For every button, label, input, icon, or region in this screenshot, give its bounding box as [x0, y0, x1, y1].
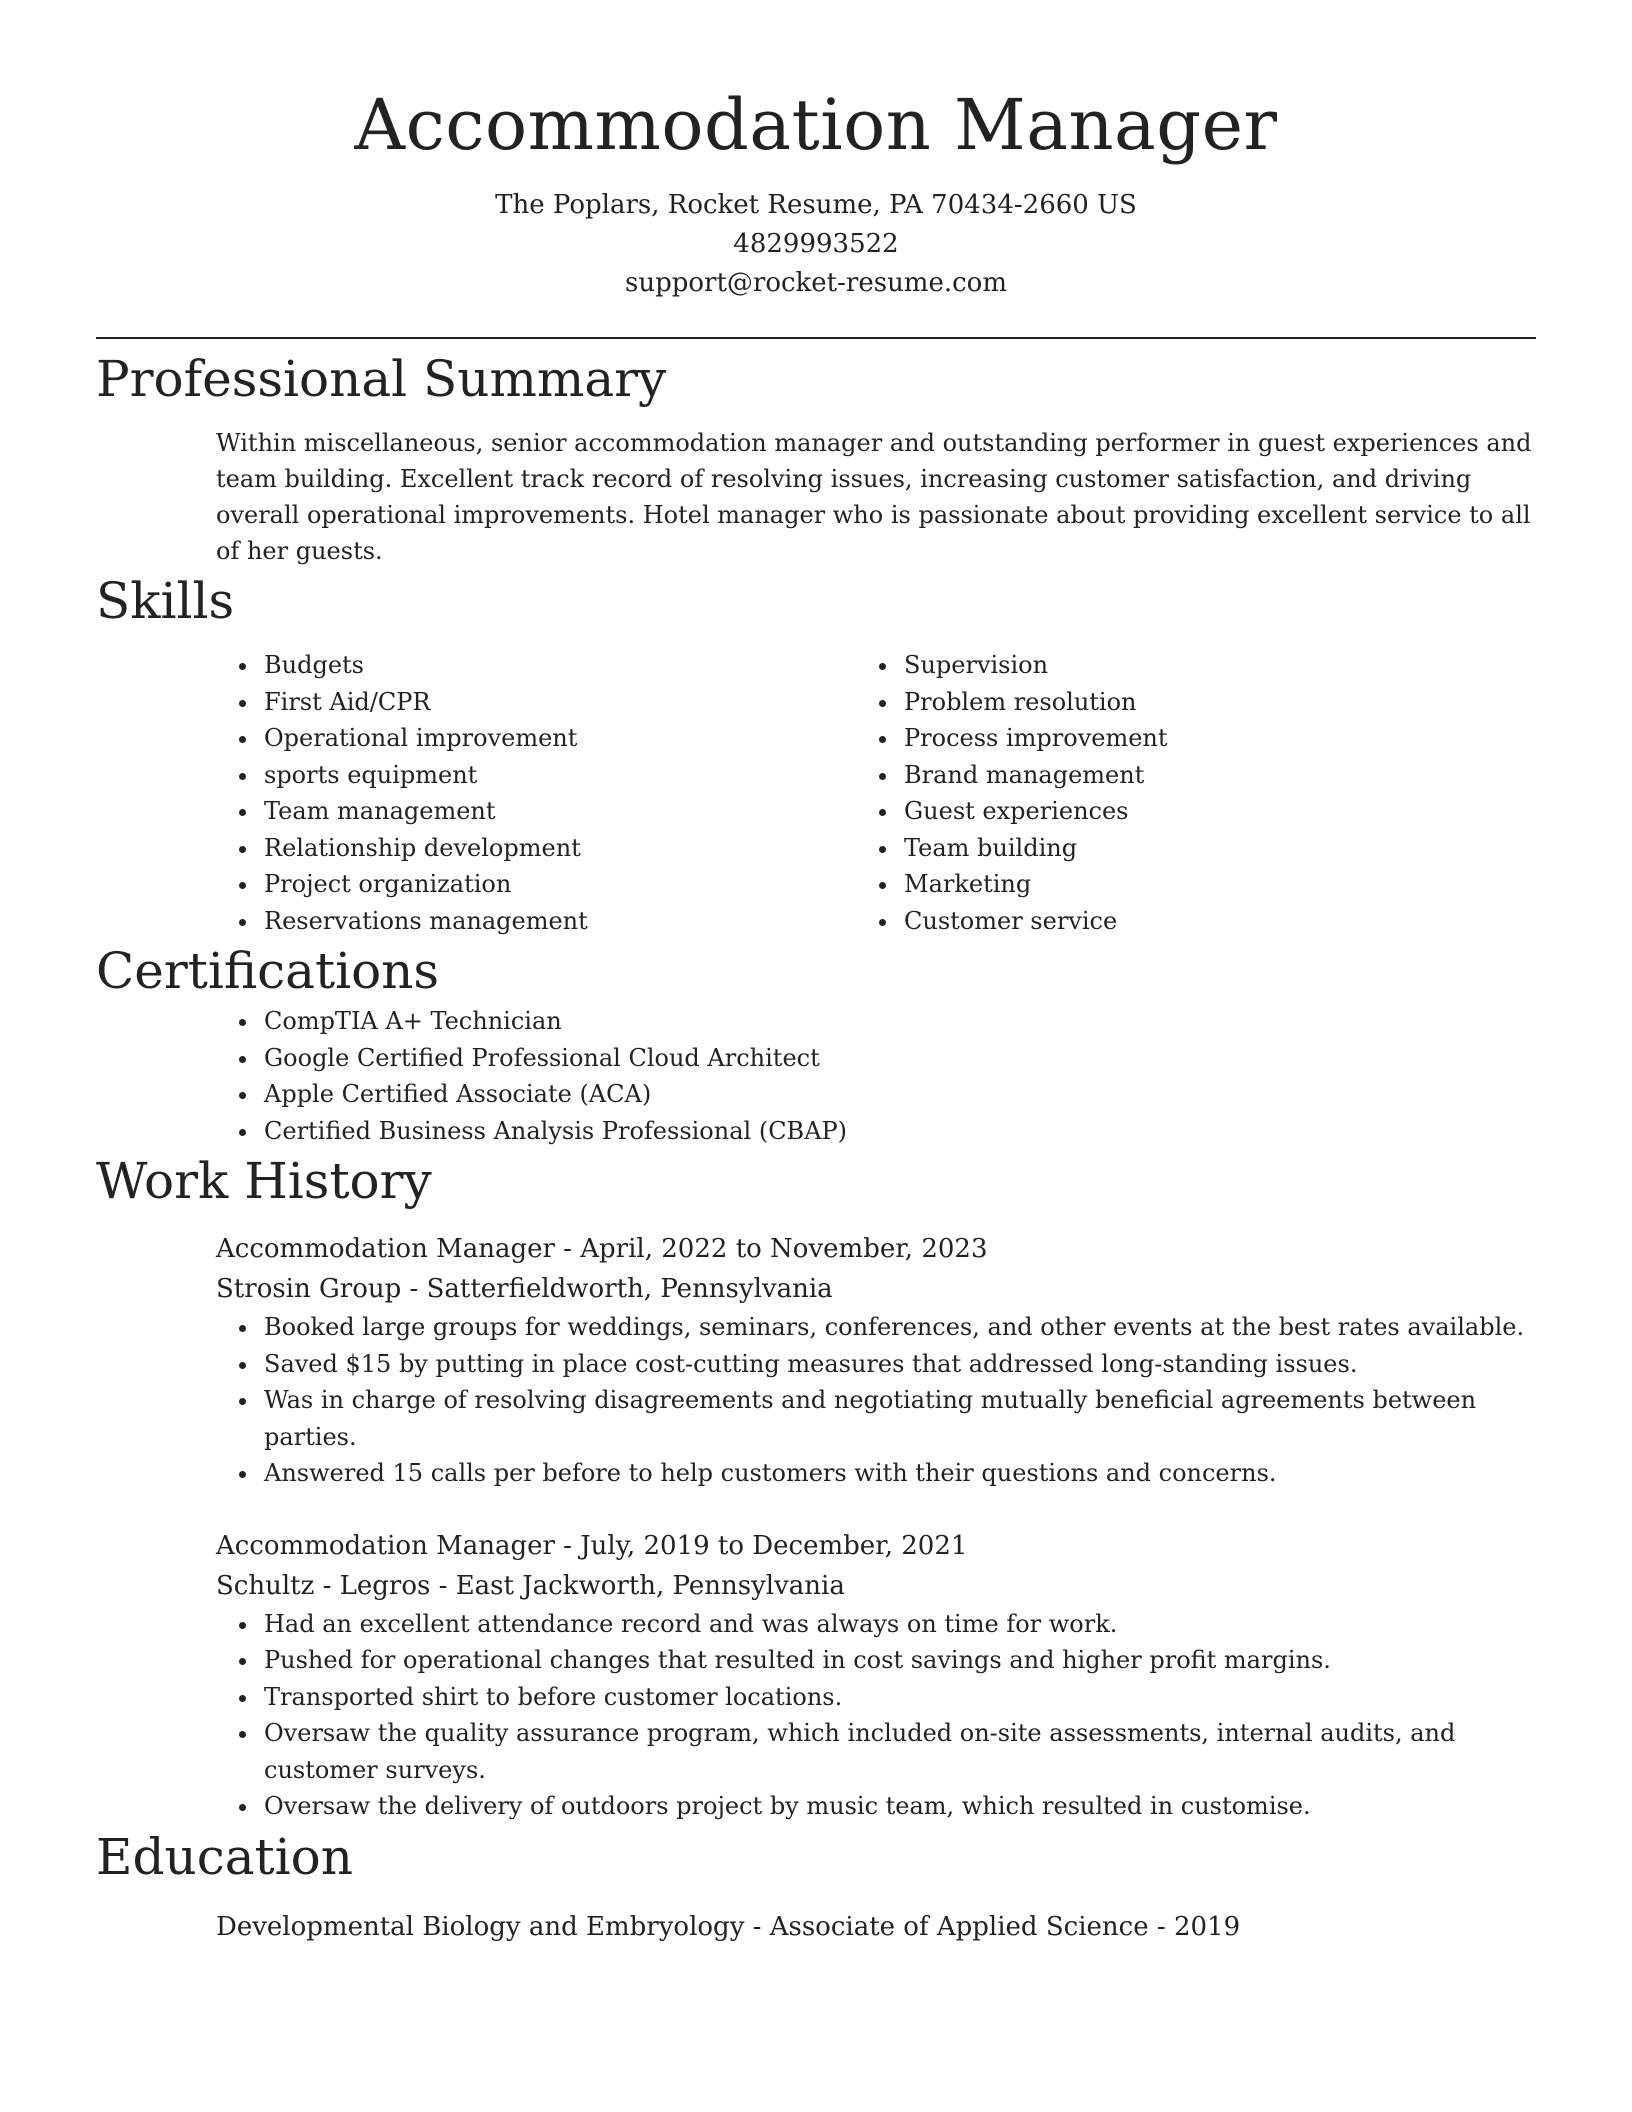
- job-bullet: • Saved $15 by putting in place cost-cutting measures that addressed long-standing issues.: [260, 1346, 1536, 1383]
- job-bullet: • Had an excellent attendance record and was always on time for work.: [260, 1606, 1536, 1643]
- skill-item: • First Aid/CPR: [260, 684, 746, 721]
- work-history-section: [96, 1149, 1536, 1825]
- separator: -: [554, 1234, 581, 1264]
- job-dates: July, 2019 to December, 2021: [580, 1530, 968, 1561]
- certification-item: • Certified Business Analysis Professional (CBAP): [260, 1113, 1536, 1150]
- job-bullet: • Oversaw the quality assurance program, which included on-site assessments, internal audits, and customer surveys.: [260, 1715, 1536, 1788]
- education-entry: [216, 1907, 1536, 1947]
- job-bullet: • Was in charge of resolving disagreements and negotiating mutually beneficial agreements between parties.: [260, 1382, 1536, 1455]
- skill-item: • Supervision: [900, 647, 1168, 684]
- candidate-name: Accommodation Manager: [354, 84, 1278, 166]
- contact-email: support@rocket-resume.com: [624, 268, 1007, 298]
- separator: -: [401, 1274, 427, 1304]
- job-company-line: [216, 1566, 1536, 1606]
- certification-item: • CompTIA A+ Technician: [260, 1003, 1536, 1040]
- skill-item: • Customer service: [900, 903, 1168, 940]
- separator: -: [1148, 1911, 1174, 1942]
- education-year: 2019: [1173, 1911, 1241, 1942]
- job-entry: [96, 1229, 1536, 1492]
- skill-item: • Operational improvement: [260, 720, 746, 757]
- education-heading: Education: [96, 1827, 353, 1886]
- skill-item: • Guest experiences: [900, 793, 1168, 830]
- summary-heading: Professional Summary: [96, 350, 667, 408]
- separator: -: [554, 1530, 581, 1561]
- summary-section: [96, 347, 1536, 569]
- job-bullet: • Pushed for operational changes that resulted in cost savings and higher profit margins.: [260, 1642, 1536, 1679]
- job-title-line: [216, 1229, 1536, 1269]
- education-field: Developmental Biology and Embryology: [216, 1911, 745, 1942]
- header-divider: [96, 337, 1536, 339]
- job-bullet: • Oversaw the delivery of outdoors project by music team, which resulted in customise.: [260, 1788, 1536, 1825]
- job-bullet: • Answered 15 calls per before to help customers with their questions and concerns.: [260, 1455, 1536, 1492]
- skills-section: [96, 569, 1536, 939]
- education-degree: Associate of Applied Science: [769, 1911, 1149, 1942]
- job-entry: [96, 1526, 1536, 1825]
- resume-header: [96, 0, 1536, 303]
- contact-phone: 4829993522: [733, 229, 899, 259]
- job-role: Accommodation Manager: [216, 1530, 555, 1561]
- job-company: Schultz - Legros: [216, 1570, 431, 1601]
- work-history-heading: Work History: [96, 1152, 432, 1210]
- certifications-section: [96, 939, 1536, 1149]
- certification-item: • Apple Certified Associate (ACA): [260, 1076, 1536, 1113]
- job-bullets: [96, 1309, 1536, 1492]
- skills-columns: [96, 647, 1536, 939]
- skill-item: • Team management: [260, 793, 746, 830]
- summary-text: Within miscellaneous, senior accommodation manager and outstanding performer in guest experiences and team building. Excellent track record of resolving issues, increasing customer satisfaction, and driving overall operational improvements. Hotel manager who is passionate about providing excellent service to all of her guests.: [216, 429, 1532, 565]
- job-company: Strosin Group: [216, 1274, 402, 1304]
- job-title-line: [216, 1526, 1536, 1566]
- skill-item: • Relationship development: [260, 830, 746, 867]
- skill-item: • Project organization: [260, 866, 746, 903]
- certifications-list: [96, 1003, 1536, 1149]
- skill-item: • Marketing: [900, 866, 1168, 903]
- skill-item: • sports equipment: [260, 757, 746, 794]
- skills-list-left: [96, 647, 746, 939]
- job-role: Accommodation Manager: [216, 1234, 555, 1264]
- job-location: Satterfieldworth, Pennsylvania: [426, 1274, 833, 1304]
- certifications-heading: Certifications: [96, 942, 440, 1000]
- skills-list-right: [746, 647, 1168, 939]
- skill-item: • Brand management: [900, 757, 1168, 794]
- certification-item: • Google Certified Professional Cloud Architect: [260, 1040, 1536, 1077]
- job-bullet: • Booked large groups for weddings, seminars, conferences, and other events at the best rates available.: [260, 1309, 1536, 1346]
- separator: -: [744, 1911, 770, 1942]
- separator: -: [430, 1570, 456, 1601]
- skill-item: • Process improvement: [900, 720, 1168, 757]
- job-location: East Jackworth, Pennsylvania: [455, 1570, 845, 1601]
- skill-item: • Reservations management: [260, 903, 746, 940]
- job-company-line: [216, 1269, 1536, 1309]
- resume-page: [96, 0, 1536, 2112]
- skill-item: • Budgets: [260, 647, 746, 684]
- education-section: [96, 1825, 1536, 1947]
- job-bullet: • Transported shirt to before customer locations.: [260, 1679, 1536, 1716]
- skill-item: • Problem resolution: [900, 684, 1168, 721]
- skill-item: • Team building: [900, 830, 1168, 867]
- job-dates: April, 2022 to November, 2023: [580, 1234, 988, 1264]
- skills-heading: Skills: [96, 572, 235, 630]
- contact-address: The Poplars, Rocket Resume, PA 70434-2660 US: [495, 190, 1137, 220]
- job-bullets: [96, 1606, 1536, 1825]
- contact-block: [96, 186, 1536, 303]
